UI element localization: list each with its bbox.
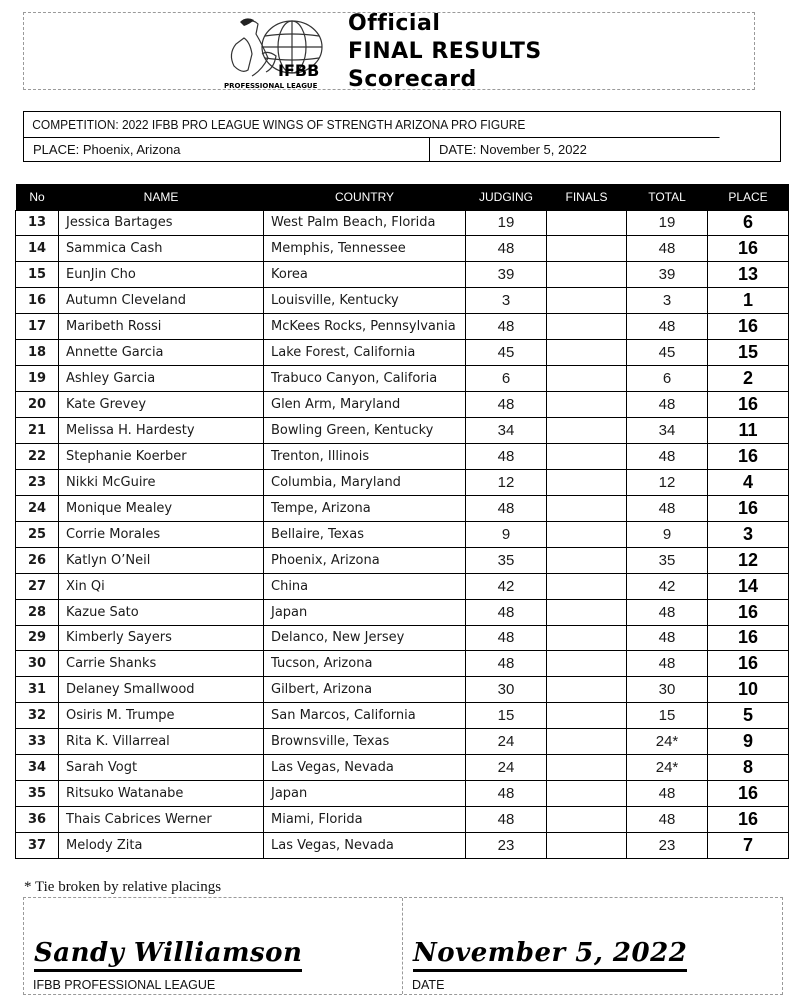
total-score: 23	[627, 833, 708, 859]
competitor-number: 17	[16, 314, 59, 340]
table-row	[16, 288, 789, 314]
competitor-number: 34	[16, 755, 59, 781]
final-place: 1	[708, 288, 789, 314]
signer-signature: Sandy Williamson	[34, 938, 302, 972]
judging-score: 48	[466, 807, 547, 833]
total-score: 15	[627, 703, 708, 729]
competitor-number: 35	[16, 781, 59, 807]
finals-score	[547, 495, 627, 521]
judging-score: 19	[466, 210, 547, 236]
judging-score: 48	[466, 314, 547, 340]
competitor-name: Carrie Shanks	[59, 651, 264, 677]
competitor-name: Sarah Vogt	[59, 755, 264, 781]
competitor-number: 19	[16, 366, 59, 392]
judging-score: 42	[466, 573, 547, 599]
final-place: 16	[708, 236, 789, 262]
competitor-country: Columbia, Maryland	[264, 469, 466, 495]
competitor-number: 24	[16, 495, 59, 521]
total-score: 12	[627, 469, 708, 495]
title-line-official: Official	[348, 11, 441, 36]
finals-score	[547, 418, 627, 444]
competitor-number: 29	[16, 625, 59, 651]
competitor-name: Rita K. Villarreal	[59, 729, 264, 755]
judging-score: 3	[466, 288, 547, 314]
competitor-number: 30	[16, 651, 59, 677]
date-label: DATE	[412, 978, 445, 992]
final-place: 8	[708, 755, 789, 781]
competitor-name: Kazue Sato	[59, 599, 264, 625]
competitor-name: Ritsuko Watanabe	[59, 781, 264, 807]
col-header-judging: JUDGING	[466, 184, 547, 210]
competitor-country: Louisville, Kentucky	[264, 288, 466, 314]
table-header-row	[16, 184, 789, 210]
judging-score: 48	[466, 781, 547, 807]
svg-text:IFBB: IFBB	[278, 61, 320, 80]
final-place: 16	[708, 781, 789, 807]
competitor-name: Nikki McGuire	[59, 469, 264, 495]
competitor-country: Gilbert, Arizona	[264, 677, 466, 703]
final-place: 13	[708, 262, 789, 288]
signer-cell	[24, 898, 403, 994]
competitor-name: Melissa H. Hardesty	[59, 418, 264, 444]
competitor-country: San Marcos, California	[264, 703, 466, 729]
finals-score	[547, 547, 627, 573]
competitor-name: Sammica Cash	[59, 236, 264, 262]
final-place: 10	[708, 677, 789, 703]
table-row	[16, 236, 789, 262]
final-place: 16	[708, 392, 789, 418]
competitor-country: Memphis, Tennessee	[264, 236, 466, 262]
total-score: 45	[627, 340, 708, 366]
competitor-country: Las Vegas, Nevada	[264, 755, 466, 781]
competitor-country: Lake Forest, California	[264, 340, 466, 366]
competitor-number: 26	[16, 547, 59, 573]
competitor-number: 36	[16, 807, 59, 833]
judging-score: 48	[466, 625, 547, 651]
table-row	[16, 210, 789, 236]
competitor-country: Brownsville, Texas	[264, 729, 466, 755]
total-score: 19	[627, 210, 708, 236]
final-place: 16	[708, 599, 789, 625]
competitor-name: Corrie Morales	[59, 521, 264, 547]
scorecard-title	[348, 10, 542, 94]
judging-score: 9	[466, 521, 547, 547]
finals-score	[547, 651, 627, 677]
competitor-name: Delaney Smallwood	[59, 677, 264, 703]
competitor-country: Bellaire, Texas	[264, 521, 466, 547]
judging-score: 6	[466, 366, 547, 392]
final-place: 6	[708, 210, 789, 236]
svg-text:PROFESSIONAL LEAGUE: PROFESSIONAL LEAGUE	[224, 82, 318, 90]
final-place: 11	[708, 418, 789, 444]
col-header-place: PLACE	[708, 184, 789, 210]
table-row	[16, 340, 789, 366]
total-score: 9	[627, 521, 708, 547]
competitor-name: Kate Grevey	[59, 392, 264, 418]
competitor-country: Delanco, New Jersey	[264, 625, 466, 651]
total-score: 48	[627, 392, 708, 418]
total-score: 42	[627, 573, 708, 599]
competition-info	[23, 111, 781, 162]
total-score: 35	[627, 547, 708, 573]
total-score: 3	[627, 288, 708, 314]
competitor-country: Las Vegas, Nevada	[264, 833, 466, 859]
competitor-name: Monique Mealey	[59, 495, 264, 521]
total-score: 48	[627, 236, 708, 262]
competitor-name: Xin Qi	[59, 573, 264, 599]
finals-score	[547, 625, 627, 651]
competitor-country: West Palm Beach, Florida	[264, 210, 466, 236]
table-row	[16, 729, 789, 755]
title-line-scorecard: Scorecard	[348, 67, 477, 92]
table-row	[16, 625, 789, 651]
competitor-number: 16	[16, 288, 59, 314]
col-header-name: NAME	[59, 184, 264, 210]
table-row	[16, 677, 789, 703]
competitor-country: Tempe, Arizona	[264, 495, 466, 521]
competitor-number: 28	[16, 599, 59, 625]
table-row	[16, 599, 789, 625]
judging-score: 15	[466, 703, 547, 729]
final-place: 16	[708, 807, 789, 833]
competitor-name: Maribeth Rossi	[59, 314, 264, 340]
judging-score: 48	[466, 651, 547, 677]
signature-box	[23, 897, 783, 995]
competitor-country: Tucson, Arizona	[264, 651, 466, 677]
finals-score	[547, 366, 627, 392]
date-cell	[403, 898, 782, 994]
col-header-total: TOTAL	[627, 184, 708, 210]
finals-score	[547, 677, 627, 703]
final-place: 12	[708, 547, 789, 573]
competitor-country: Bowling Green, Kentucky	[264, 418, 466, 444]
finals-score	[547, 781, 627, 807]
judging-score: 30	[466, 677, 547, 703]
total-score: 30	[627, 677, 708, 703]
judging-score: 48	[466, 599, 547, 625]
judging-score: 48	[466, 236, 547, 262]
competitor-country: Miami, Florida	[264, 807, 466, 833]
judging-score: 23	[466, 833, 547, 859]
competitor-name: Thais Cabrices Werner	[59, 807, 264, 833]
finals-score	[547, 236, 627, 262]
total-score: 48	[627, 495, 708, 521]
table-row	[16, 547, 789, 573]
competitor-number: 18	[16, 340, 59, 366]
final-place: 16	[708, 443, 789, 469]
competitor-name: Annette Garcia	[59, 340, 264, 366]
signer-label: IFBB PROFESSIONAL LEAGUE	[33, 978, 216, 992]
table-row	[16, 651, 789, 677]
competitor-number: 23	[16, 469, 59, 495]
total-score: 24*	[627, 755, 708, 781]
signed-date: November 5, 2022	[413, 938, 687, 972]
results-table	[15, 184, 789, 859]
ifbb-pro-league-logo	[222, 14, 342, 90]
competition-date: DATE: November 5, 2022	[439, 142, 587, 157]
competition-place: PLACE: Phoenix, Arizona	[24, 138, 430, 162]
competitor-number: 32	[16, 703, 59, 729]
table-row	[16, 314, 789, 340]
competitor-number: 37	[16, 833, 59, 859]
final-place: 3	[708, 521, 789, 547]
judging-score: 12	[466, 469, 547, 495]
judging-score: 24	[466, 729, 547, 755]
judging-score: 39	[466, 262, 547, 288]
table-row	[16, 833, 789, 859]
competitor-number: 14	[16, 236, 59, 262]
judging-score: 45	[466, 340, 547, 366]
tie-footnote: * Tie broken by relative placings	[24, 879, 222, 895]
table-row	[16, 781, 789, 807]
final-place: 16	[708, 495, 789, 521]
total-score: 48	[627, 625, 708, 651]
final-place: 4	[708, 469, 789, 495]
table-row	[16, 703, 789, 729]
competitor-country: China	[264, 573, 466, 599]
competitor-name: Kimberly Sayers	[59, 625, 264, 651]
finals-score	[547, 755, 627, 781]
finals-score	[547, 210, 627, 236]
finals-score	[547, 833, 627, 859]
total-score: 48	[627, 314, 708, 340]
competitor-country: Japan	[264, 781, 466, 807]
finals-score	[547, 729, 627, 755]
finals-score	[547, 262, 627, 288]
total-score: 48	[627, 443, 708, 469]
competitor-name: Stephanie Koerber	[59, 443, 264, 469]
table-row	[16, 807, 789, 833]
competitor-country: McKees Rocks, Pennsylvania	[264, 314, 466, 340]
final-place: 9	[708, 729, 789, 755]
competitor-number: 33	[16, 729, 59, 755]
finals-score	[547, 573, 627, 599]
judging-score: 48	[466, 443, 547, 469]
competitor-country: Trenton, Illinois	[264, 443, 466, 469]
finals-score	[547, 288, 627, 314]
total-score: 24*	[627, 729, 708, 755]
competitor-name: Melody Zita	[59, 833, 264, 859]
total-score: 48	[627, 599, 708, 625]
judging-score: 48	[466, 495, 547, 521]
col-header-finals: FINALS	[547, 184, 627, 210]
competitor-number: 15	[16, 262, 59, 288]
judging-score: 34	[466, 418, 547, 444]
final-place: 16	[708, 625, 789, 651]
competitor-number: 25	[16, 521, 59, 547]
table-row	[16, 469, 789, 495]
total-score: 48	[627, 807, 708, 833]
table-row	[16, 418, 789, 444]
judging-score: 24	[466, 755, 547, 781]
col-header-no: No	[16, 184, 59, 210]
final-place: 16	[708, 651, 789, 677]
finals-score	[547, 392, 627, 418]
table-row	[16, 443, 789, 469]
table-row	[16, 262, 789, 288]
total-score: 34	[627, 418, 708, 444]
competitor-name: Katlyn O’Neil	[59, 547, 264, 573]
table-row	[16, 573, 789, 599]
finals-score	[547, 443, 627, 469]
competitor-number: 22	[16, 443, 59, 469]
finals-score	[547, 807, 627, 833]
competitor-name: Jessica Bartages	[59, 210, 264, 236]
total-score: 6	[627, 366, 708, 392]
final-place: 14	[708, 573, 789, 599]
finals-score	[547, 521, 627, 547]
competition-name: COMPETITION: 2022 IFBB PRO LEAGUE WINGS OF STRENGTH ARIZONA PRO FIGURE	[24, 112, 720, 138]
competitor-number: 31	[16, 677, 59, 703]
finals-score	[547, 599, 627, 625]
competitor-country: Korea	[264, 262, 466, 288]
finals-score	[547, 314, 627, 340]
competitor-name: Osiris M. Trumpe	[59, 703, 264, 729]
competitor-name: EunJin Cho	[59, 262, 264, 288]
finals-score	[547, 340, 627, 366]
finals-score	[547, 469, 627, 495]
competitor-country: Japan	[264, 599, 466, 625]
finals-score	[547, 703, 627, 729]
total-score: 48	[627, 781, 708, 807]
final-place: 15	[708, 340, 789, 366]
judging-score: 35	[466, 547, 547, 573]
judging-score: 48	[466, 392, 547, 418]
competitor-country: Trabuco Canyon, Califoria	[264, 366, 466, 392]
final-place: 16	[708, 314, 789, 340]
final-place: 5	[708, 703, 789, 729]
title-line-final-results: FINAL RESULTS	[348, 39, 542, 64]
competitor-name: Ashley Garcia	[59, 366, 264, 392]
col-header-country: COUNTRY	[264, 184, 466, 210]
competitor-name: Autumn Cleveland	[59, 288, 264, 314]
final-place: 7	[708, 833, 789, 859]
total-score: 48	[627, 651, 708, 677]
competitor-number: 20	[16, 392, 59, 418]
competitor-country: Glen Arm, Maryland	[264, 392, 466, 418]
competitor-number: 13	[16, 210, 59, 236]
competitor-country: Phoenix, Arizona	[264, 547, 466, 573]
competitor-number: 21	[16, 418, 59, 444]
final-place: 2	[708, 366, 789, 392]
table-row	[16, 366, 789, 392]
table-row	[16, 392, 789, 418]
table-row	[16, 755, 789, 781]
table-row	[16, 521, 789, 547]
competitor-number: 27	[16, 573, 59, 599]
total-score: 39	[627, 262, 708, 288]
table-row	[16, 495, 789, 521]
